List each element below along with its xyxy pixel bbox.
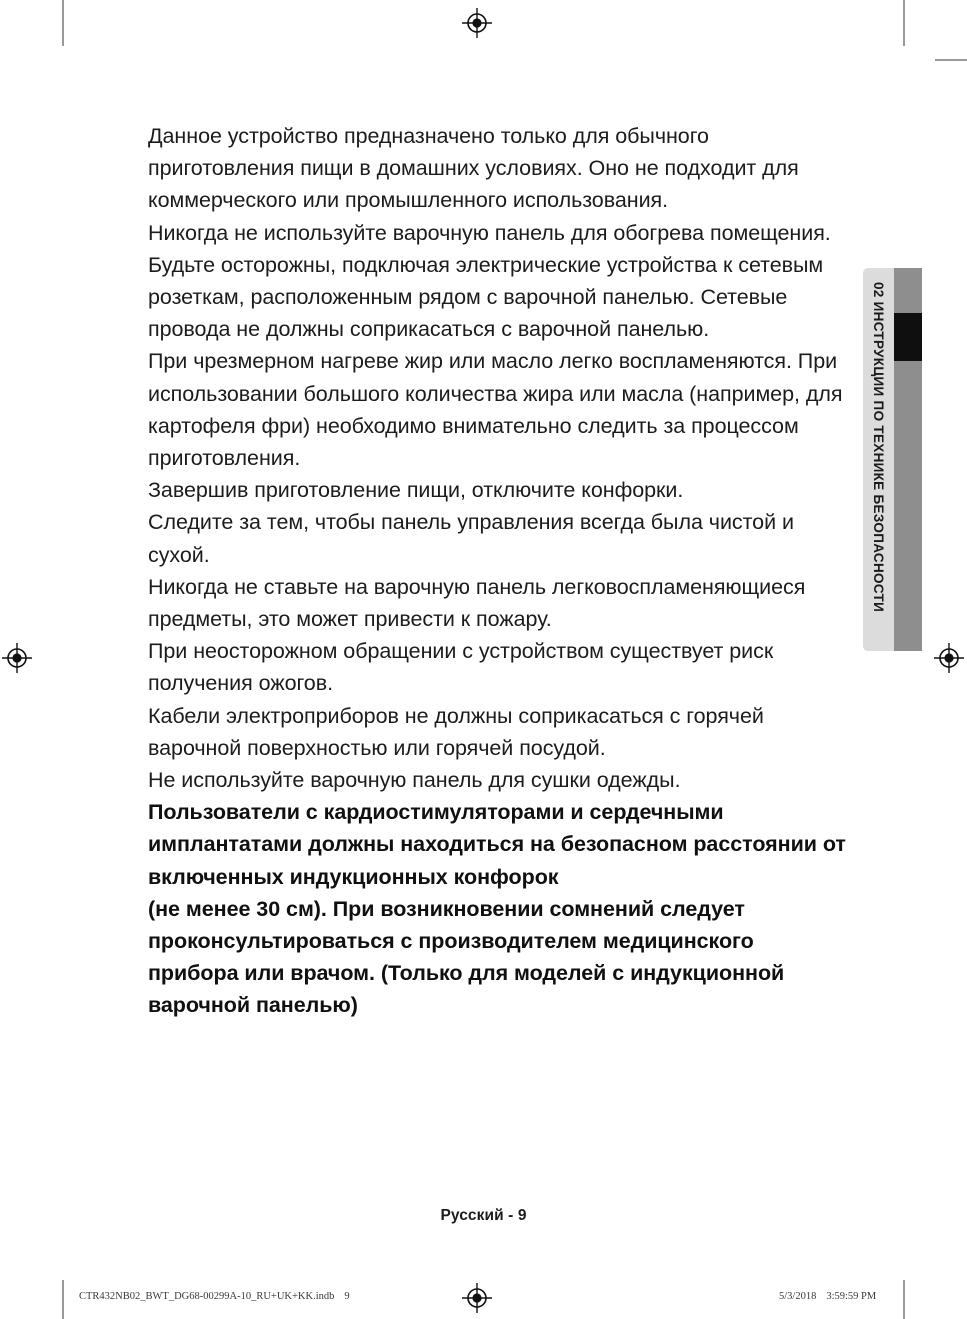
page-number-label: Русский - 9: [440, 1207, 527, 1224]
paragraph-p-domestic-use: Данное устройство предназначено только для обычного приготовления пищи в домашних условиях. Оно не подходит для коммерческого или промышленного использования.: [148, 124, 799, 213]
registration-target-icon: [462, 1283, 492, 1313]
crop-mark-right-edge: [935, 59, 967, 61]
page-footer: [0, 1207, 967, 1225]
paragraph-p-pacemaker-warning-b: (не менее 30 см). При возникновении сомнений следует проконсультироваться с производителем медицинского прибора или врачом. (Только для моделей с индукционной варочной панелью): [148, 896, 785, 1018]
paragraph-p-never-heat-room: Никогда не используйте варочную панель для обогрева помещения.: [148, 220, 831, 245]
paragraph-p-switch-off-burners: Завершив приготовление пищи, отключите конфорки.: [148, 478, 684, 503]
chapter-tab: [863, 268, 894, 651]
crop-mark-top-right: [903, 0, 905, 46]
print-timestamp: [779, 1291, 876, 1302]
paragraph-p-keep-panel-clean: Следите за тем, чтобы панель управления всегда была чистой и сухой.: [148, 510, 794, 567]
print-filename-text: CTR432NB02_BWT_DG68-00299A-10_RU+UK+KK.indb: [79, 1291, 335, 1302]
paragraph-p-no-drying-clothes: Не используйте варочную панель для сушки одежды.: [148, 768, 681, 793]
paragraph-p-burn-risk: При неосторожном обращении с устройством существует риск получения ожогов.: [148, 639, 774, 696]
paragraph-p-appliance-cables: Кабели электроприборов не должны соприкасаться с горячей варочной поверхностью или горячей посудой.: [148, 703, 764, 760]
print-sheet-number: 9: [344, 1291, 350, 1302]
registration-target-icon: [462, 8, 492, 38]
registration-target-icon: [2, 643, 32, 673]
paragraph-p-oil-fire-risk: При чрезмерном нагреве жир или масло легко воспламеняются. При использовании большого количества жира или масла (например, для картофеля фри) необходимо внимательно следить за процессом приготовления.: [148, 349, 843, 471]
body-text-column: [148, 120, 848, 1022]
paragraph-p-no-flammable-objects: Никогда не ставьте на варочную панель легковоспламеняющиеся предметы, это может привести к пожару.: [148, 574, 806, 632]
chapter-tab-label: 02 ИНСТРУКЦИИ ПО ТЕХНИКЕ БЕЗОПАСНОСТИ: [871, 282, 886, 613]
registration-target-icon: [934, 643, 964, 673]
crop-mark-bottom-right: [903, 1280, 905, 1319]
print-date-text: 5/3/2018: [779, 1291, 817, 1302]
paragraph-p-electrical-sockets: Будьте осторожны, подключая электрические устройства к сетевым розеткам, расположенным рядом с варочной панелью. Сетевые провода не должны соприкасаться с варочной панелью.: [148, 252, 824, 342]
chapter-tab-marker: [894, 313, 922, 361]
crop-mark-top-left: [62, 0, 64, 46]
print-source-filename: [79, 1291, 350, 1302]
paragraph-p-pacemaker-warning-a: Пользователи с кардиостимуляторами и сердечными имплантатами должны находиться на безопасном расстоянии от включенных индукционных конфорок: [148, 800, 846, 889]
print-time-text: 3:59:59 PM: [826, 1291, 877, 1302]
crop-mark-bottom-left: [62, 1280, 64, 1319]
